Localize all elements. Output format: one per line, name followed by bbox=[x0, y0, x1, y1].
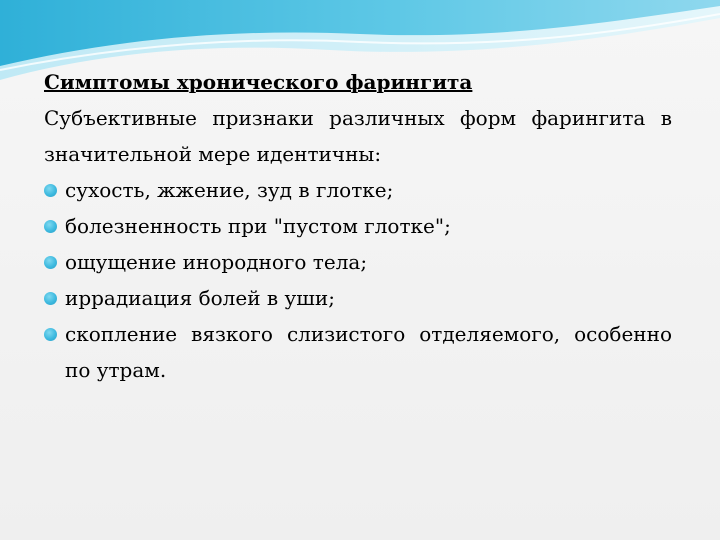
bullet-icon bbox=[44, 184, 57, 197]
bullet-icon bbox=[44, 256, 57, 269]
symptom-list bbox=[44, 172, 672, 388]
list-item bbox=[44, 244, 672, 280]
bullet-icon bbox=[44, 292, 57, 305]
intro-paragraph: Субъективные признаки различных форм фарингита в значительной мере идентичны: bbox=[44, 106, 672, 166]
list-item-text: иррадиация болей в уши; bbox=[65, 286, 335, 310]
bullet-icon bbox=[44, 328, 57, 341]
slide-body bbox=[44, 64, 672, 388]
list-item bbox=[44, 208, 672, 244]
slide-title: Симптомы хронического фарингита bbox=[44, 70, 473, 94]
bullet-icon bbox=[44, 220, 57, 233]
list-item bbox=[44, 172, 672, 208]
list-item-text: ощущение инородного тела; bbox=[65, 250, 368, 274]
list-item-text: сухость, жжение, зуд в глотке; bbox=[65, 178, 394, 202]
list-item bbox=[44, 280, 672, 316]
list-item bbox=[44, 316, 672, 388]
list-item-text: болезненность при "пустом глотке"; bbox=[65, 214, 451, 238]
list-item-text: скопление вязкого слизистого отделяемого, особенно по утрам. bbox=[65, 322, 672, 382]
